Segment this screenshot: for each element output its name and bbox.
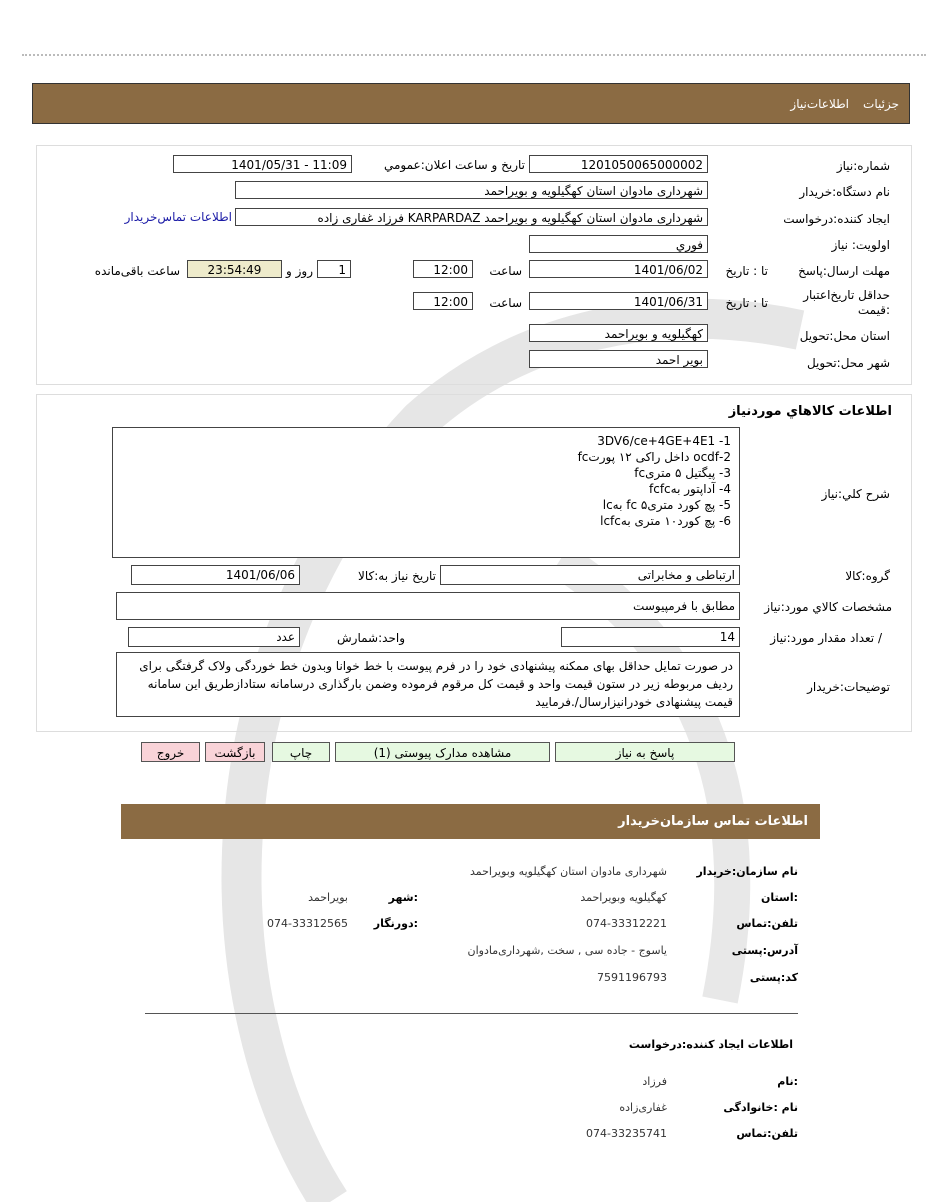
- spec-label: مشخصات کالاي مورد:نیاز: [764, 600, 892, 614]
- back-button[interactable]: بازگشت: [205, 742, 265, 762]
- description-line: 6- پچ کورد۱۰ متری بهlcfc: [600, 514, 731, 528]
- tab-need-info[interactable]: اطلاعات‌نیاز: [790, 97, 849, 111]
- province-field: کهگیلویه و بویراحمد: [529, 324, 708, 342]
- days-remaining-field: 1: [317, 260, 351, 278]
- address-value: یاسوج - جاده سی , سخت ,شهرداری‌مادوان: [467, 944, 667, 957]
- fax-label: :دورنگار: [373, 917, 418, 930]
- description-label: شرح کلي:نیاز: [821, 487, 890, 501]
- notes-label: توضیحات:خریدار: [807, 680, 890, 694]
- creator-label: ایجاد کننده:درخواست: [783, 212, 890, 226]
- province-info-label: :استان: [761, 891, 798, 904]
- address-label: آدرس:پستی: [731, 944, 798, 957]
- tab-details[interactable]: جزئیات: [863, 97, 899, 111]
- validity-time-label: ساعت: [489, 296, 522, 310]
- unit-field: عدد: [128, 627, 300, 647]
- city-info-value: بویراحمد: [308, 891, 348, 904]
- validity-time-field: 12:00: [413, 292, 473, 310]
- notes-box: در صورت تمایل حداقل بهای ممکنه پیشنهادی خود را در فرم پیوست با خط خوانا وبدون خط خوردگی ولاک گرفتگی برای ردیف مربوطه زیر در ستون قیمت واحد و قیمت کل مرقوم فرموده وضمن بارگذاری درسامانه ستادازطریق این سامانه قیمت پیشنهادی خودرانیزارسال/.فرمایید: [116, 652, 740, 717]
- fax-value: 074-33312565: [267, 917, 348, 930]
- description-line: 2-ocdf داخل راکی ۱۲ پورتfc: [577, 450, 731, 464]
- description-line: 3- پیگتیل ۵ متریfc: [634, 466, 731, 480]
- spec-field: مطابق با فرمپیوست: [116, 592, 740, 620]
- announce-field: 1401/05/31 - 11:09: [173, 155, 352, 173]
- contact-title: اطلاعات تماس سازمان‌خریدار: [618, 814, 808, 829]
- reply-button[interactable]: پاسخ به نیاز: [555, 742, 735, 762]
- postal-label: کد:پستی: [749, 971, 798, 984]
- buyer-contact-link[interactable]: اطلاعات تماس‌خریدار: [124, 210, 232, 224]
- creator-name-label: :نام: [777, 1075, 798, 1088]
- city-field: بویر احمد: [529, 350, 708, 368]
- org-value: شهرداری مادوان استان کهگیلویه وبویراحمد: [470, 865, 667, 878]
- divider: [22, 54, 926, 56]
- page-header: [32, 83, 910, 124]
- announce-label: تاریخ و ساعت اعلان:عمومي: [383, 158, 525, 172]
- phone-value: 074-33312221: [586, 917, 667, 930]
- description-line: 5- پچ کورد متری۵ fc بهlc: [602, 498, 731, 512]
- phone-label: تلفن:تماس: [736, 917, 798, 930]
- province-info-value: کهگیلویه وبویراحمد: [580, 891, 667, 904]
- unit-label: واحد:شمارش: [337, 631, 405, 645]
- section-divider: [145, 1013, 798, 1014]
- priority-label: اولویت: نیاز: [831, 238, 890, 252]
- creator-phone-label: تلفن:تماس: [736, 1127, 798, 1140]
- deadline-label: مهلت ارسال:پاسخ: [798, 264, 890, 278]
- deadline-time-field: 12:00: [413, 260, 473, 278]
- need-number-field: 1201050065000002: [529, 155, 708, 173]
- need-number-label: شماره:نیاز: [836, 159, 890, 173]
- org-label: نام سازمان:خریدار: [696, 865, 798, 878]
- province-label: استان محل:تحویل: [799, 329, 890, 343]
- description-line: 4- آداپتور بهfcfc: [649, 482, 731, 496]
- validity-to-date-label: تا : تاریخ: [725, 296, 768, 310]
- need-date-label: تاریخ نیاز به:کالا: [358, 569, 436, 583]
- quantity-label: / تعداد مقدار مورد:نیاز: [770, 631, 882, 645]
- deadline-to-date-label: تا : تاریخ: [725, 264, 768, 278]
- quantity-field: 14: [561, 627, 740, 647]
- buyer-label: نام دستگاه:خریدار: [799, 185, 890, 199]
- view-attachments-button[interactable]: مشاهده مدارک پیوستی (1): [335, 742, 550, 762]
- creator-phone-value: 074-33235741: [586, 1127, 667, 1140]
- remaining-time-field: 23:54:49: [187, 260, 282, 278]
- postal-value: 7591196793: [597, 971, 667, 984]
- creator-field: شهرداری مادوان استان کهگیلویه و بویراحمد KARPARDAZ فرزاد غفاری زاده: [235, 208, 708, 226]
- city-label: شهر محل:تحویل: [806, 356, 890, 370]
- group-field: ارتباطی و مخابراتی: [440, 565, 740, 585]
- creator-name-value: فرزاد: [642, 1075, 667, 1088]
- exit-button[interactable]: خروج: [141, 742, 200, 762]
- days-label: روز و: [286, 264, 313, 278]
- validity-label: حداقل تاریخ‌اعتبار :قیمت: [803, 288, 890, 317]
- description-line: 1- 3DV6/ce+4GE+4E1: [597, 434, 731, 448]
- validity-date-field: 1401/06/31: [529, 292, 708, 310]
- print-button[interactable]: چاپ: [272, 742, 330, 762]
- creator-info-title: اطلاعات ایجاد کننده:درخواست: [628, 1038, 793, 1051]
- buyer-field: شهرداری مادوان استان کهگیلویه و بویراحمد: [235, 181, 708, 199]
- remaining-label: ساعت باقی‌مانده: [94, 264, 180, 278]
- need-date-field: 1401/06/06: [131, 565, 300, 585]
- deadline-date-field: 1401/06/02: [529, 260, 708, 278]
- group-label: گروه:کالا: [845, 569, 890, 583]
- contact-header: [121, 804, 820, 839]
- creator-family-label: نام :خانوادگی: [723, 1101, 798, 1114]
- goods-title: اطلاعات کالاهاي موردنیاز: [728, 404, 892, 419]
- city-info-label: :شهر: [388, 891, 418, 904]
- description-box: [112, 427, 740, 558]
- deadline-time-label: ساعت: [489, 264, 522, 278]
- creator-family-value: غفاری‌زاده: [619, 1101, 667, 1114]
- priority-field: فوري: [529, 235, 708, 253]
